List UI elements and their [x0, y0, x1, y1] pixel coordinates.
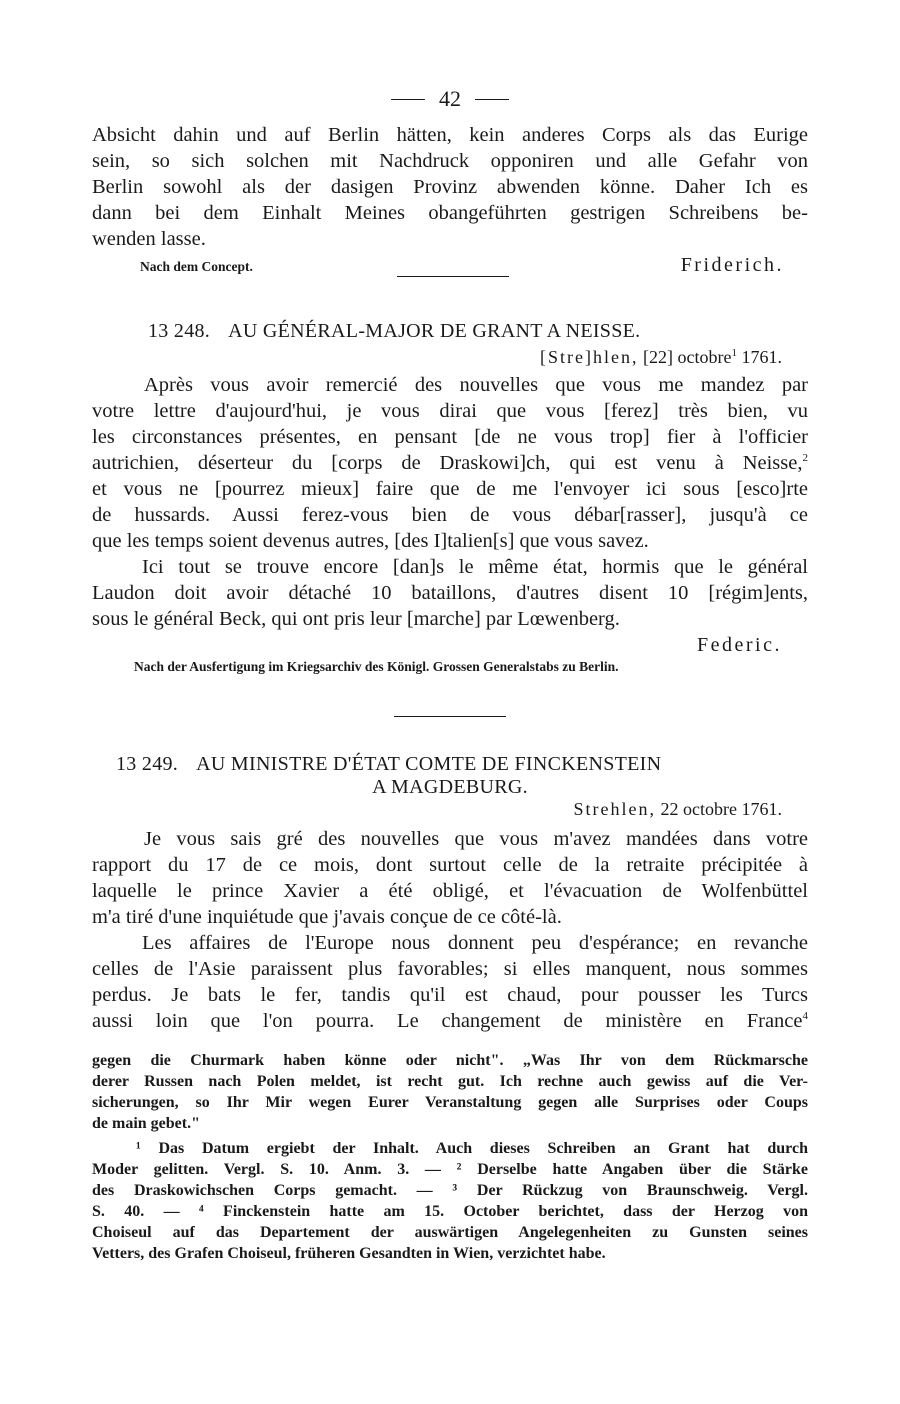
letter-title: AU MINISTRE D'ÉTAT COMTE DE FINCKENSTEIN: [196, 753, 662, 775]
letter-paragraph: [92, 554, 808, 632]
text-line: les circonstances présentes, en pensant [de ne vous trop] fier à l'officier: [92, 426, 808, 448]
footnotes: [92, 1138, 808, 1264]
text-segment: autrichien, déserteur du [corps de Draskowi]ch, qui est venu à Neisse,: [92, 452, 803, 474]
date-rest: 22 octobre 1761.: [660, 799, 782, 819]
footnote-line: derer Russen nach Polen meldet, ist recht gut. Ich rechne auch gewiss auf die Ver-: [92, 1073, 808, 1090]
page-header: [92, 84, 808, 114]
date-year: 1761.: [741, 347, 782, 367]
dateline: [92, 347, 808, 368]
letter-number: 13 248.: [148, 320, 211, 342]
text-line: [92, 878, 808, 904]
source-note: Nach dem Concept.: [140, 259, 253, 274]
footnote-ref: 4: [802, 1010, 808, 1023]
text-line: wenden lasse.: [92, 228, 206, 250]
date-place: [Stre]hlen,: [540, 347, 639, 367]
text-line: et vous ne [pourrez mieux] faire que de me l'envoyer ici sous [esco]rte: [92, 478, 808, 500]
footnote-ref: 1: [731, 347, 737, 359]
book-page: [92, 84, 808, 1264]
text-line: Je vous sais gré des nouvelles que vous m'avez mandées dans votre: [144, 828, 808, 850]
text-line: m'a tiré d'une inquiétude que j'avais conçue de ce côté-là.: [92, 906, 562, 928]
letter-number: 13 249.: [116, 753, 179, 775]
text-line: Après vous avoir remercié des nouvelles que vous me mandez par: [144, 374, 808, 396]
text-line: perdus. Je bats le fer, tandis qu'il est chaud, pour pousser les Turcs: [92, 984, 808, 1006]
signature: Federic.: [697, 634, 782, 656]
letter-heading: [92, 753, 808, 776]
source-note: Nach der Ausfertigung im Kriegsarchiv des Königl. Grossen Generalstabs zu Berlin.: [134, 659, 619, 674]
letter-paragraph: [92, 930, 808, 1034]
continuation-signature-row: [92, 254, 808, 286]
text-line: Ici tout se trouve encore [dan]s le même état, hormis que le général: [142, 556, 808, 578]
letter-paragraph: [92, 826, 808, 930]
dateline: [92, 799, 808, 820]
header-dash-right: [475, 99, 509, 100]
date-place: Strehlen,: [573, 799, 657, 819]
text-segment: aussi loin que l'on pourra. Le changement de ministère en France: [92, 1010, 803, 1032]
date-rest: [22] octobre: [643, 347, 732, 367]
text-line: de hussards. Aussi ferez-vous bien de vous débar[rasser], jusqu'à ce: [92, 504, 808, 526]
text-line: Les affaires de l'Europe nous donnent peu d'espérance; en revanche: [142, 932, 808, 954]
text-line: rapport du 17 de ce mois, dont surtout celle de la retraite précipitée à: [92, 854, 808, 876]
footnote-ref: 2: [802, 452, 808, 465]
letter-title: AU GÉNÉRAL-MAJOR DE GRANT A NEISSE.: [228, 320, 641, 342]
separator-rule: [394, 716, 506, 717]
separator-rule: [397, 276, 509, 277]
header-dash-left: [391, 99, 425, 100]
footnote-line: Moder gelitten. Vergl. S. 10. Anm. 3. — ² Derselbe hatte Angaben über die Stärke: [92, 1161, 808, 1178]
text-line: Berlin sowohl als der dasigen Provinz abwenden könne. Daher Ich es: [92, 176, 808, 198]
footnote-line: Choiseul auf das Departement der auswärtigen Angelegenheiten zu Gunsten seines: [92, 1224, 808, 1241]
text-line: dann bei dem Einhalt Meines obangeführten gestrigen Schreibens be-: [92, 202, 808, 224]
page-number: 42: [439, 86, 461, 111]
footnote-line: ¹ Das Datum ergiebt der Inhalt. Auch dieses Schreiben an Grant hat durch: [136, 1140, 808, 1157]
text-line: [92, 450, 808, 476]
footnote-continuation: [92, 1050, 808, 1134]
letter-heading: [92, 320, 808, 343]
footnote-line: de main gebet.": [92, 1115, 200, 1132]
footnote-line: des Draskowichschen Corps gemacht. — ³ Der Rückzug von Braunschweig. Vergl.: [92, 1182, 808, 1199]
text-segment: laquelle le prince Xavier a été obligé, et l'évacuation de Wolfenbüttel: [92, 880, 808, 902]
text-line: sein, so sich solchen mit Nachdruck opponiren und alle Gefahr von: [92, 150, 808, 172]
signature: Friderich.: [680, 254, 784, 276]
text-line: Absicht dahin und auf Berlin hätten, kein anderes Corps als das Eurige: [92, 124, 808, 146]
text-line: [92, 1008, 808, 1034]
footnote-line: S. 40. — ⁴ Finckenstein hatte am 15. October berichtet, dass der Herzog von: [92, 1203, 808, 1220]
text-line: Laudon doit avoir détaché 10 bataillons, d'autres disent 10 [régim]ents,: [92, 582, 808, 604]
text-line: votre lettre d'aujourd'hui, je vous dirai que vous [ferez] très bien, vu: [92, 400, 808, 422]
text-line: sous le général Beck, qui ont pris leur [marche] par Lœwenberg.: [92, 608, 620, 630]
footnote-line: Vetters, des Grafen Choiseul, früheren Gesandten in Wien, verzichtet habe.: [92, 1245, 606, 1262]
continuation-paragraph: [92, 122, 808, 252]
footnote-line: gegen die Churmark haben könne oder nicht". „Was Ihr von dem Rückmarsche: [92, 1052, 808, 1069]
text-line: celles de l'Asie paraissent plus favorables; si elles manquent, nous sommes: [92, 958, 808, 980]
text-line: que les temps soient devenus autres, [des I]talien[s] que vous savez.: [92, 530, 649, 552]
letter-heading-line2: A MAGDEBURG.: [372, 776, 528, 798]
footnote-line: sicherungen, so Ihr Mir wegen Eurer Veranstaltung gegen alle Surprises oder Coups: [92, 1094, 808, 1111]
letter-paragraph: [92, 372, 808, 554]
